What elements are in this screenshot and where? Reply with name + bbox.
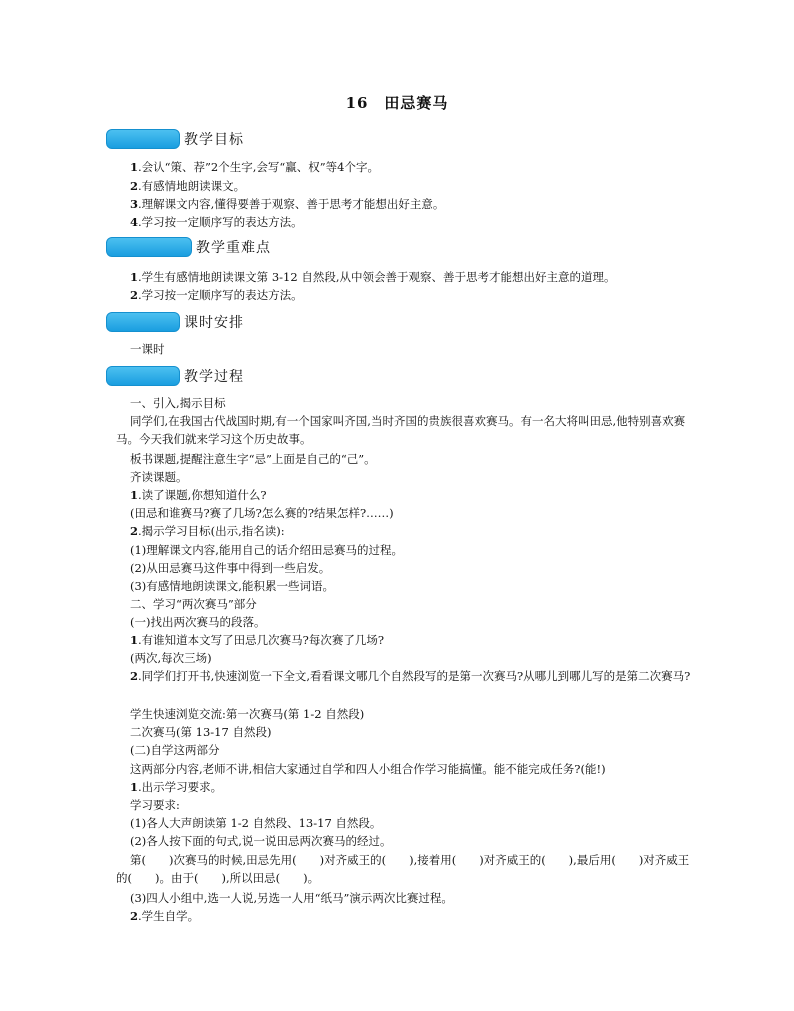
process-line: 二次赛马(第 13-17 自然段)	[130, 725, 272, 739]
document-title: 16 田忌赛马	[345, 94, 449, 112]
section-marker	[106, 312, 180, 332]
process-line: 二、学习“两次赛马”部分	[130, 597, 257, 611]
section-label: 教学重难点	[196, 240, 271, 256]
keypoint-item: 1.学生有感情地朗读课文第 3-12 自然段,从中领会善于观察、善于思考才能想出好主意的道理。	[130, 270, 616, 284]
process-line: (二)自学这两部分	[130, 743, 220, 757]
keypoint-item: 2.学习按一定顺序写的表达方法。	[130, 288, 303, 302]
section-marker	[106, 129, 180, 149]
process-line: 一、引入,揭示目标	[130, 396, 226, 410]
process-line: (2)各人按下面的句式,说一说田忌两次赛马的经过。	[130, 834, 392, 848]
goal-item: 2.有感情地朗读课文。	[130, 179, 246, 193]
section-marker	[106, 237, 192, 257]
process-line: 2.学生自学。	[130, 909, 200, 923]
process-line: 板书课题,提醒注意生字“忌”上面是自己的“己”。	[130, 452, 376, 466]
section-header-keypoints	[106, 236, 271, 258]
process-line: 2.揭示学习目标(出示,指名读):	[130, 524, 285, 538]
process-line: (两次,每次三场)	[130, 651, 212, 665]
process-line: 1.出示学习要求。	[130, 780, 223, 794]
goal-item: 4.学习按一定顺序写的表达方法。	[130, 215, 303, 229]
process-line: 学习要求:	[130, 798, 180, 812]
section-label: 课时安排	[184, 315, 244, 331]
process-line: 学生快速浏览交流:第一次赛马(第 1-2 自然段)	[130, 707, 365, 721]
goal-item: 1.会认“策、荐”2个生字,会写“赢、权”等4个字。	[130, 160, 379, 174]
process-line: (田忌和谁赛马?赛了几场?怎么赛的?结果怎样?……)	[130, 506, 394, 520]
process-paragraph: 同学们,在我国古代战国时期,有一个国家叫齐国,当时齐国的贵族很喜欢赛马。有一名大将叫田忌,他特别喜欢赛马。今天我们就来学习这个历史故事。	[116, 414, 686, 446]
section-header-goals	[106, 128, 244, 150]
process-line: 1.读了课题,你想知道什么?	[130, 488, 267, 502]
section-header-schedule	[106, 311, 244, 333]
process-line: 1.有谁知道本文写了田忌几次赛马?每次赛了几场?	[130, 633, 384, 647]
process-paragraph: 第( )次赛马的时候,田忌先用( )对齐威王的( ),接着用( )对齐威王的( ),最后用( )对齐威王的( )。由于( ),所以田忌( )。	[116, 853, 690, 885]
process-paragraph: 2.同学们打开书,快速浏览一下全文,看看课文哪几个自然段写的是第一次赛马?从哪儿到哪儿写的是第二次赛马?	[130, 669, 691, 683]
process-line: 这两部分内容,老师不讲,相信大家通过自学和四人小组合作学习能搞懂。能不能完成任务?(能!)	[130, 762, 606, 776]
process-line: (3)四人小组中,选一人说,另选一人用“纸马”演示两次比赛过程。	[130, 891, 453, 905]
goal-item: 3.理解课文内容,懂得要善于观察、善于思考才能想出好主意。	[130, 197, 445, 211]
schedule-text: 一课时	[130, 342, 165, 356]
process-line: 齐读课题。	[130, 470, 188, 484]
section-label: 教学目标	[184, 132, 244, 148]
section-header-process	[106, 365, 244, 387]
process-line: (3)有感情地朗读课文,能积累一些词语。	[130, 579, 334, 593]
process-line: (2)从田忌赛马这件事中得到一些启发。	[130, 561, 331, 575]
process-line: (1)理解课文内容,能用自己的话介绍田忌赛马的过程。	[130, 543, 403, 557]
process-line: (1)各人大声朗读第 1-2 自然段、13-17 自然段。	[130, 816, 382, 830]
section-label: 教学过程	[184, 369, 244, 385]
process-line: (一)找出两次赛马的段落。	[130, 615, 266, 629]
section-marker	[106, 366, 180, 386]
